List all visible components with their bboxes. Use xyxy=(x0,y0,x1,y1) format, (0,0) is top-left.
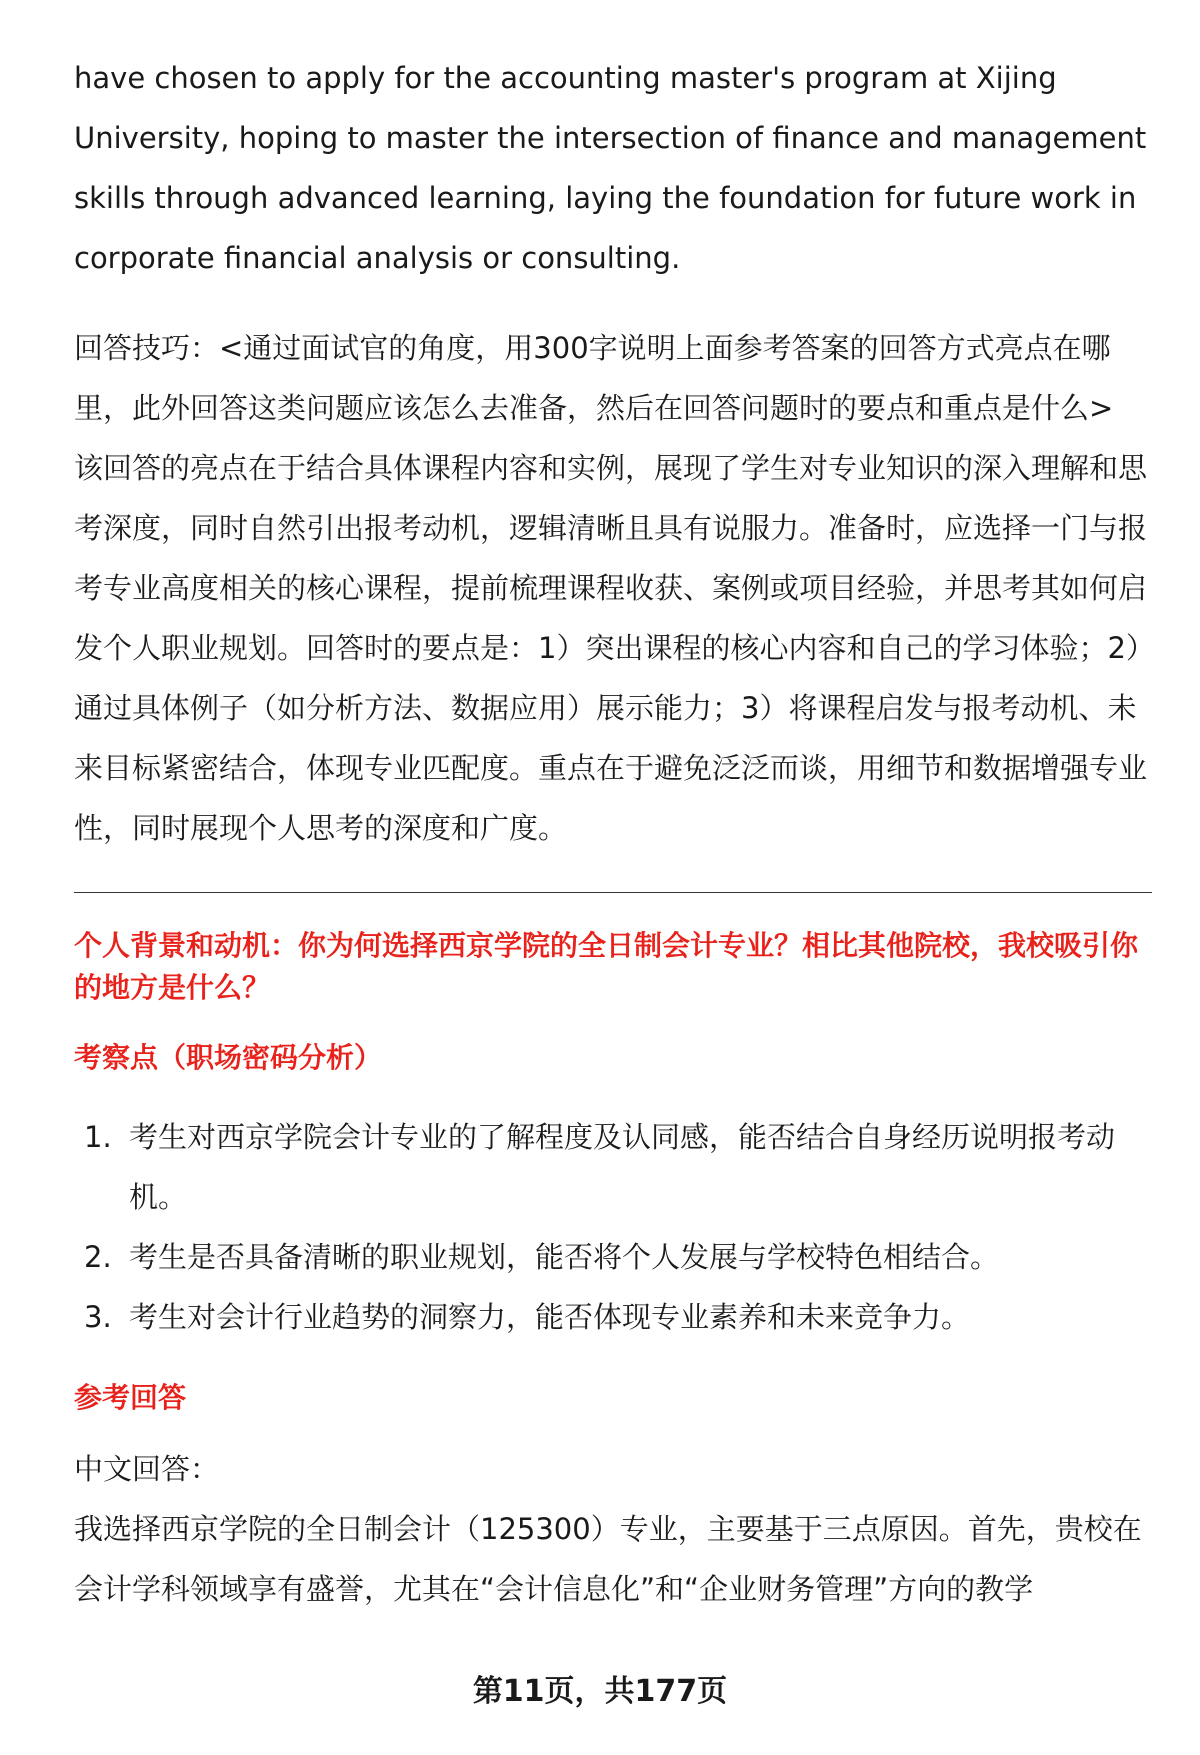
list-item xyxy=(74,1107,1152,1227)
spacer xyxy=(74,858,1152,892)
spacer xyxy=(74,1079,1152,1107)
list-item-number: 1. xyxy=(84,1120,112,1154)
reference-heading: 参考回答 xyxy=(74,1381,187,1414)
spacer xyxy=(74,893,1152,925)
cn-answer-label: 中文回答： xyxy=(74,1452,220,1486)
list-item xyxy=(74,1287,1152,1347)
question-title: 个人背景和动机：你为何选择西京学院的全日制会计专业？相比其他院校，我校吸引你的地方是什么？ xyxy=(74,929,1139,1004)
spacer xyxy=(74,1419,1152,1439)
tips-body: 该回答的亮点在于结合具体课程内容和实例，展现了学生对专业知识的深入理解和思考深度，同时自然引出报考动机，逻辑清晰且具有说服力。准备时，应选择一门与报考专业高度相关的核心课程，提前梳理课程收获、案例或项目经验，并思考其如何启发个人职业规划。回答时的要点是：1）突出课程的核心内容和自己的学习体验；2）通过具体例子（如分析方法、数据应用）展示能力；3）将课程启发与报考动机、未来目标紧密结合，体现专业匹配度。重点在于避免泛泛而谈，用细节和数据增强专业性，同时展现个人思考的深度和广度。 xyxy=(74,451,1148,845)
list-item xyxy=(74,1227,1152,1287)
page-number-footer: 第11页，共177页 xyxy=(472,1674,728,1709)
points-heading: 考察点（职场密码分析） xyxy=(74,1041,383,1074)
tips-prompt: 回答技巧：<通过面试官的角度，用300字说明上面参考答案的回答方式亮点在哪里，此外回答这类问题应该怎么去准备，然后在回答问题时的要点和重点是什么> xyxy=(74,331,1114,425)
spacer xyxy=(74,1009,1152,1037)
list-item-text: 考生是否具备清晰的职业规划，能否将个人发展与学校特色相结合。 xyxy=(129,1240,1000,1274)
spacer xyxy=(74,1347,1152,1377)
document-page xyxy=(74,48,1152,1619)
list-item-text: 考生对西京学院会计专业的了解程度及认同感，能否结合自身经历说明报考动机。 xyxy=(129,1120,1116,1214)
list-item-number: 2. xyxy=(84,1240,112,1274)
points-list xyxy=(74,1107,1152,1347)
list-item-text: 考生对会计行业趋势的洞察力，能否体现专业素养和未来竞争力。 xyxy=(129,1300,971,1334)
cn-answer-text: 我选择西京学院的全日制会计（125300）专业，主要基于三点原因。首先，贵校在会计学科领域享有盛誉，尤其在“会计信息化”和“企业财务管理”方向的教学 xyxy=(74,1512,1142,1606)
intro-paragraph-en: have chosen to apply for the accounting master's program at Xijing University, hoping to master the intersection of finance and management skills through advanced learning, laying the foundation for future work in corporate financial analysis or consulting. xyxy=(74,61,1147,275)
list-item-number: 3. xyxy=(84,1300,112,1334)
spacer xyxy=(74,288,1152,318)
